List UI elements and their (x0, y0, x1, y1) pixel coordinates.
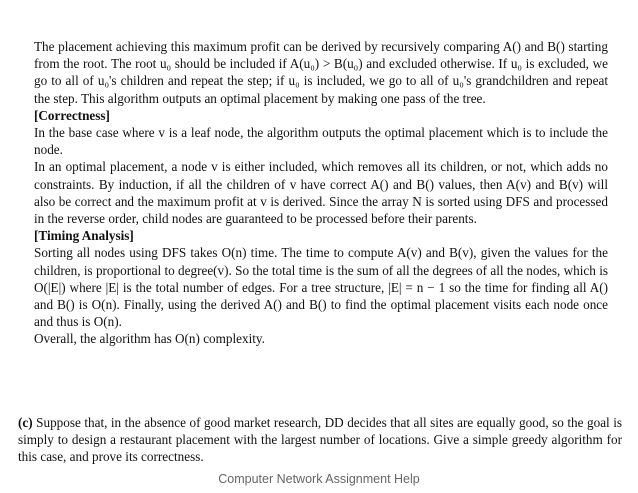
timing-overall: Overall, the algorithm has O(n) complexity. (34, 331, 265, 347)
intro-paragraph: The placement achieving this maximum profit can be derived by recursively comparing A() and B() starting from the root. The root u₀ should be included if A(u₀) > B(u₀) and excluded otherwise. If u₀ is excluded, we go to all of u₀'s children and repeat the step; if u₀ is included, we go to all of u₀'s grandchildren and repeat the step. This algorithm outputs an optimal placement by making one pass of the tree. (34, 39, 608, 106)
timing-paragraph: Sorting all nodes using DFS takes O(n) time. The time to compute A(v) and B(v), given the values for the children, is proportional to degree(v). So the total time is the sum of all the degrees of all the nodes, which is O(|E|) where |E| is the total number of edges. For a tree structure, |E| = n − 1 so the time for finding all A() and B() is O(n). Finally, using the derived A() and B() to find the optimal placement visits each node once and thus is O(n). (34, 245, 608, 330)
timing-heading: [Timing Analysis] (34, 228, 134, 244)
part-c-text: Suppose that, in the absence of good market research, DD decides that all sites are equally good, so the goal is simply to design a restaurant placement with the largest number of locations. Give a simple greedy algorithm for this case, and prove its correctness. (18, 415, 622, 465)
footer-caption: Computer Network Assignment Help (218, 472, 420, 486)
correctness-induction: In an optimal placement, a node v is either included, which removes all its children, or not, which adds no constraints. By induction, if all the children of v have correct A() and B() values, then A(v) and B(v) will also be correct and the maximum profit at v is derived. Since the array N is sorted using DFS and processed in the reverse order, child nodes are guaranteed to be processed before their parents. (34, 159, 608, 227)
part-c-label: (c) (18, 415, 33, 430)
correctness-base-case: In the base case where v is a leaf node, the algorithm outputs the optimal placement which is to include the node. (34, 125, 608, 158)
correctness-heading: [Correctness] (34, 107, 110, 123)
solution-body (34, 38, 608, 348)
part-c-question (18, 414, 622, 466)
